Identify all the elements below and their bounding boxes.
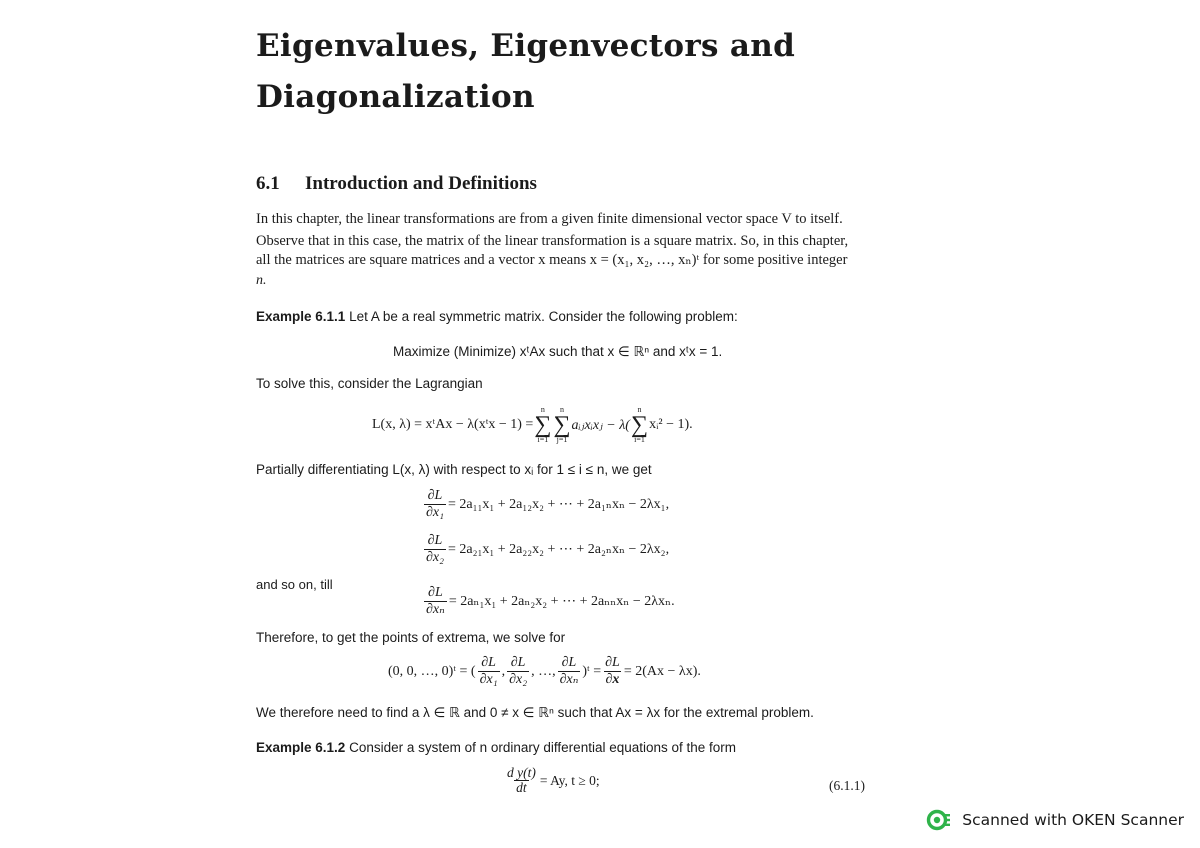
sum-j-top: n (559, 404, 564, 414)
ode-fraction (505, 766, 538, 796)
partial-2-den: ∂x₂ (426, 549, 444, 565)
ode-equation (503, 766, 600, 796)
extrema-frac-4 (603, 656, 622, 687)
extrema-frac-4-den: ∂x (605, 671, 620, 687)
sum-i2-bottom: i=1 (634, 435, 645, 445)
extrema-mid: )ᵗ = (582, 663, 602, 679)
problem-statement: Maximize (Minimize) xᵗAx such that x ∈ ℝⁿ and xᵗx = 1. (393, 344, 723, 359)
example-6-1-2-text: Consider a system of n ordinary differential equations of the form (349, 740, 737, 755)
extrema-frac-1-den: ∂x₁ (479, 671, 498, 687)
extrema-frac-2-num: ∂L (510, 655, 526, 670)
partial-n-num: ∂L (428, 585, 443, 600)
partial-intro: Partially differentiating L(x, λ) with respect to xᵢ for 1 ≤ i ≤ n, we get (256, 462, 652, 477)
partial-1-rhs: = 2a₁₁x₁ + 2a₁₂x₂ + ⋯ + 2a₁ₙxₙ − 2λx₁, (448, 497, 670, 513)
partial-equation-1 (422, 489, 669, 520)
and-so-on-text: and so on, till (256, 577, 333, 592)
ode-den: dt (516, 780, 527, 796)
lagrangian-term-2: xᵢ² − 1). (649, 417, 693, 432)
therefore-text: Therefore, to get the points of extrema, we solve for (256, 630, 566, 645)
partial-n-den: ∂xₙ (426, 601, 445, 617)
sum-i-2: n ∑ i=1 (630, 404, 649, 445)
partial-equation-2 (422, 534, 669, 565)
section-number: 6.1 (256, 173, 280, 194)
example-6-1-2 (256, 740, 736, 755)
example-6-1-1-label: Example 6.1.1 (256, 309, 346, 324)
extrema-frac-1-num: ∂L (481, 655, 496, 670)
partial-n-rhs: = 2aₙ₁x₁ + 2aₙ₂x₂ + ⋯ + 2aₙₙxₙ − 2λxₙ. (448, 594, 675, 610)
sum-i: n ∑ i=1 (534, 404, 552, 445)
lagrangian-equation (372, 400, 693, 450)
equation-tag: (6.1.1) (829, 778, 865, 793)
ode-num: d y(t) (507, 765, 536, 780)
oken-logo-icon (926, 809, 952, 831)
extrema-frac-2-den: ∂x₂ (509, 671, 528, 687)
section-title: Introduction and Definitions (305, 173, 537, 194)
sum-i-bottom: i=1 (537, 435, 549, 445)
extrema-frac-4-num: ∂L (605, 655, 620, 670)
example-6-1-1 (256, 309, 738, 324)
partial-2-rhs: = 2a₂₁x₁ + 2a₂₂x₂ + ⋯ + 2a₂ₙxₙ − 2λx₂, (448, 542, 670, 558)
example-6-1-2-label: Example 6.1.2 (256, 740, 346, 755)
partial-1-den: ∂x₁ (426, 504, 444, 520)
intro-line-4: n. (256, 273, 267, 288)
section-heading (256, 173, 537, 195)
intro-line-3: all the matrices are square matrices and a vector x means x = (x₁, x₂, …, xₙ)ᵗ for some positive integer (256, 252, 848, 268)
partial-1-num: ∂L (427, 488, 443, 503)
lagrangian-intro: To solve this, consider the Lagrangian (256, 376, 483, 391)
partial-2-fraction (424, 534, 446, 565)
extrema-equation: (0, 0, …, 0)ᵗ = ( $\frac{\partial L}{\text{∂x₁}}$ , $\frac{\partial L}{\text{∂x₂}}$ , …, $\frac{\partial L}{\text{∂xₙ}}$ )ᵗ = $\frac{\partial L}{\partial x}$ = 2(Ax − λx). (388, 655, 701, 687)
partial-n-fraction (424, 586, 447, 617)
sum-j: n ∑ j=1 (553, 404, 571, 445)
ode-rhs: = Ay, t ≥ 0; (539, 773, 600, 788)
example-6-1-1-text: Let A be a real symmetric matrix. Consider the following problem: (349, 309, 738, 324)
conclusion-text: We therefore need to find a λ ∈ ℝ and 0 ≠ x ∈ ℝⁿ such that Ax = λx for the extremal problem. (256, 705, 814, 720)
partial-equation-n (422, 586, 675, 617)
extrema-rhs: = 2(Ax − λx). (623, 663, 701, 679)
chapter-title-line-2: Diagonalization (256, 79, 535, 115)
intro-line-1: In this chapter, the linear transformations are from a given finite dimensional vector space V to itself. (256, 211, 843, 227)
extrema-frac-2 (507, 656, 529, 687)
partial-1-fraction (424, 489, 446, 520)
partial-2-num: ∂L (427, 533, 443, 548)
chapter-title-line-1: Eigenvalues, Eigenvectors and (256, 28, 796, 64)
lagrangian-lhs: L(x, λ) = xᵗAx − λ(xᵗx − 1) = (372, 417, 534, 432)
sum-i-top: n (540, 404, 545, 414)
intro-line-2: Observe that in this case, the matrix of the linear transformation is a square matrix. So, in this chapter, (256, 233, 849, 249)
watermark-text: Scanned with OKEN Scanner (962, 811, 1184, 829)
extrema-lhs: (0, 0, …, 0)ᵗ = ( (388, 663, 476, 679)
extrema-frac-3-den: ∂xₙ (559, 671, 579, 687)
sum-i2-top: n (637, 404, 642, 414)
lagrangian-term-1: aᵢⱼxᵢxⱼ − λ( (571, 417, 630, 433)
extrema-frac-3-num: ∂L (561, 655, 577, 670)
scanner-watermark (926, 809, 1184, 831)
extrema-frac-3 (558, 656, 581, 687)
sum-j-bottom: j=1 (556, 435, 568, 445)
extrema-frac-1 (478, 656, 500, 687)
